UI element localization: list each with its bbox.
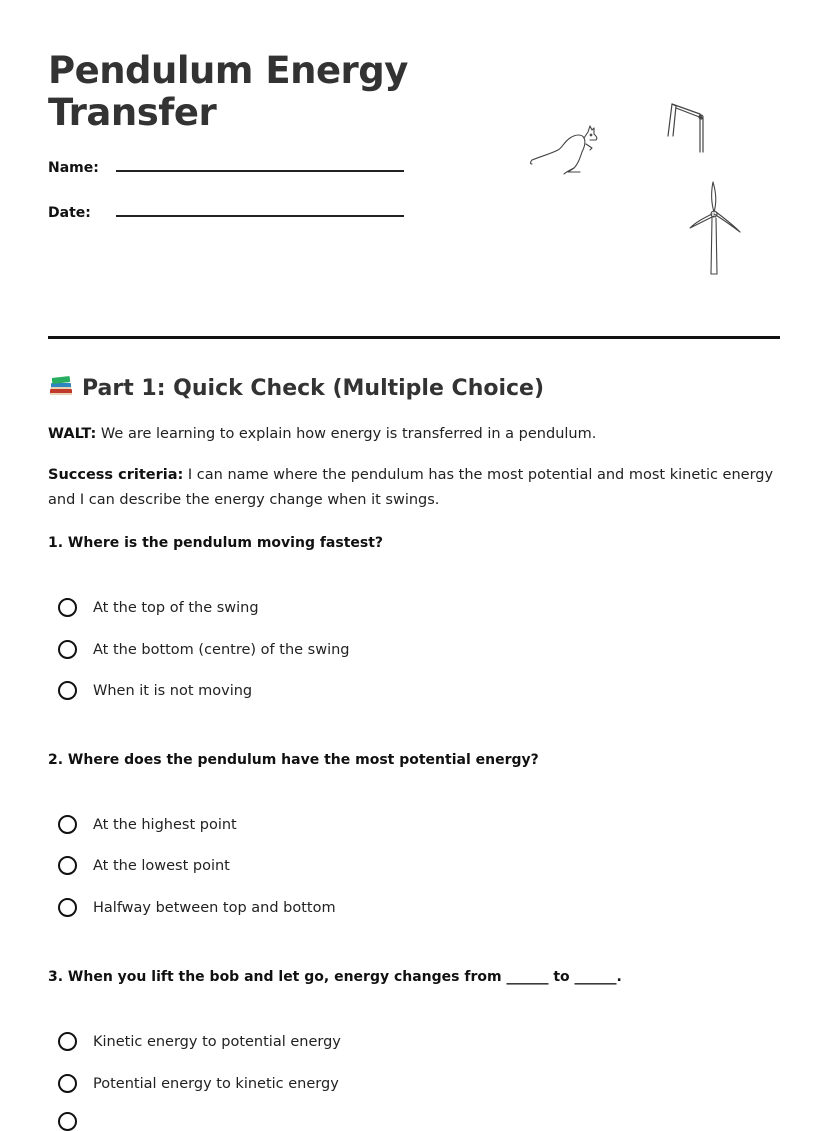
pendulum-frame-icon [664, 100, 708, 158]
success-text: I can name where the pendulum has the most potential and most kinetic energy and I can describe the energy change when it swings. [48, 467, 774, 508]
section-heading-text: Part 1: Quick Check (Multiple Choice) [82, 376, 545, 401]
question-1: 1. Where is the pendulum moving fastest? [48, 535, 384, 551]
q2-option-2[interactable] [58, 856, 230, 875]
success-label: Success criteria: [48, 467, 184, 483]
option-label: At the highest point [93, 816, 237, 833]
walt-label: WALT: [48, 426, 97, 442]
date-line[interactable] [116, 215, 404, 217]
q3-option-3-partial[interactable] [58, 1112, 93, 1131]
radio-button[interactable] [58, 856, 77, 875]
option-label: Halfway between top and bottom [93, 899, 336, 916]
section-divider [48, 336, 780, 339]
q2-option-3[interactable] [58, 898, 336, 917]
q1-option-3[interactable] [58, 681, 252, 700]
radio-button[interactable] [58, 1112, 77, 1131]
success-criteria-paragraph [48, 463, 788, 513]
radio-button[interactable] [58, 815, 77, 834]
option-label: At the lowest point [93, 857, 230, 874]
q1-option-1[interactable] [58, 598, 259, 617]
option-label: When it is not moving [93, 682, 253, 699]
name-line[interactable] [116, 170, 404, 172]
radio-button[interactable] [58, 598, 77, 617]
page-title: Pendulum Energy Transfer [48, 49, 408, 134]
wind-turbine-icon [686, 178, 744, 278]
q1-option-2[interactable] [58, 640, 350, 659]
option-label: Kinetic energy to potential energy [93, 1033, 341, 1050]
radio-button[interactable] [58, 1074, 77, 1093]
q3-option-2[interactable] [58, 1074, 339, 1093]
radio-button[interactable] [58, 681, 77, 700]
books-icon [48, 374, 74, 398]
option-label: Potential energy to kinetic energy [93, 1075, 339, 1092]
section-heading [48, 374, 544, 401]
date-field [48, 205, 91, 221]
question-2: 2. Where does the pendulum have the most potential energy? [48, 752, 539, 768]
radio-button[interactable] [58, 640, 77, 659]
option-label: At the bottom (centre) of the swing [93, 641, 350, 658]
q3-option-1[interactable] [58, 1032, 341, 1051]
name-field [48, 160, 99, 176]
question-3: 3. When you lift the bob and let go, energy changes from ______ to ______. [48, 969, 622, 985]
q2-option-1[interactable] [58, 815, 237, 834]
radio-button[interactable] [58, 1032, 77, 1051]
name-label: Name: [48, 160, 99, 176]
walt-paragraph [48, 422, 788, 447]
kangaroo-sketch-icon [528, 120, 604, 178]
walt-text: We are learning to explain how energy is transferred in a pendulum. [100, 426, 597, 442]
radio-button[interactable] [58, 898, 77, 917]
option-label: At the top of the swing [93, 599, 259, 616]
date-label: Date: [48, 205, 91, 221]
